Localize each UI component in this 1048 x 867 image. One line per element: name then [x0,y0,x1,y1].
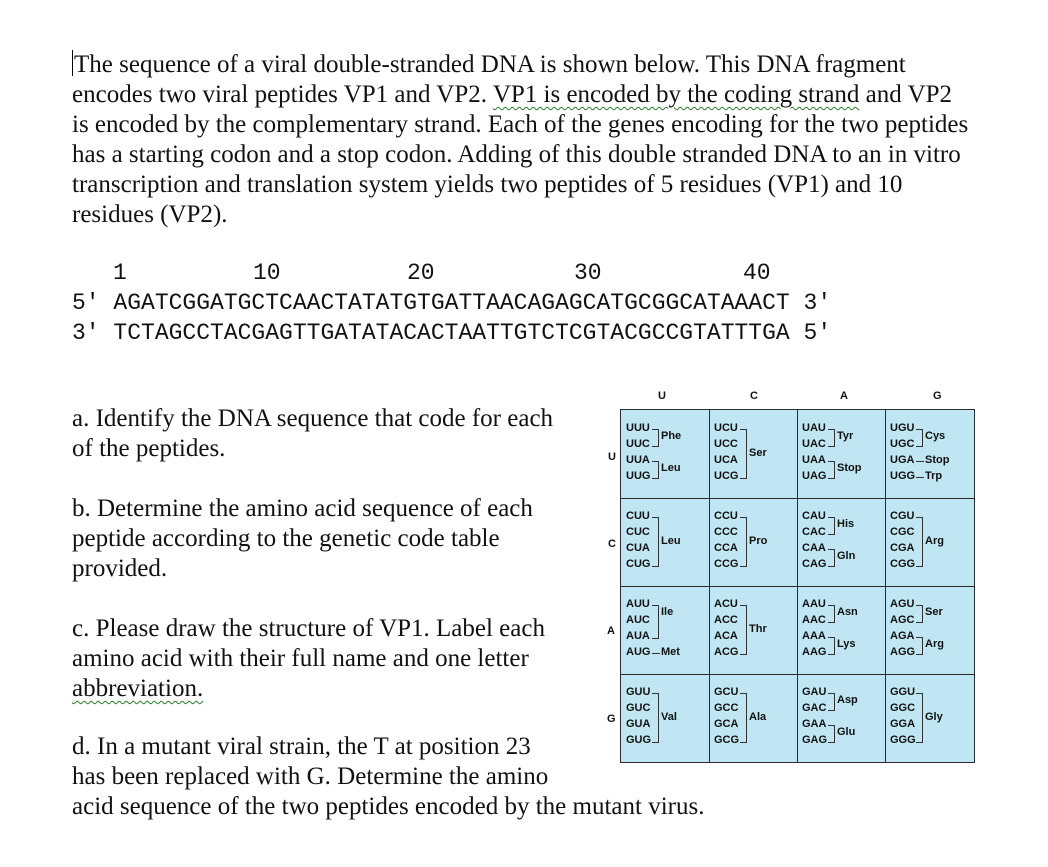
amino-acid-glu: Glu [837,726,856,738]
codon-bracket [828,429,835,447]
codon-acc: ACC [714,614,738,626]
codon-ugg: UGG [890,470,916,482]
amino-acid-tyr: Tyr [837,430,854,442]
codon-bracket [740,693,747,743]
question-c-line-2: amino acid with their full name and one letter [72,645,529,672]
intro-line-2: encodes two viral peptides VP1 and VP2. VP1 is encoded by the coding strand and VP2 [72,81,953,108]
codon-acu: ACU [714,598,738,610]
codon-gag: GAG [802,734,828,746]
position-20: 20 [407,260,435,286]
question-b-line-3: provided. [72,555,168,582]
codon-aau: AAU [802,598,826,610]
codon-ugu: UGU [890,422,915,434]
codon-dash [652,653,660,654]
amino-acid-stop-uga: Stop [925,454,950,466]
amino-acid-asp: Asp [837,694,858,706]
codon-bracket [828,693,835,711]
codon-cug: CUG [626,558,651,570]
amino-acid-ser: Ser [749,447,767,459]
codon-ggg: GGG [890,734,916,746]
intro-line-1: The sequence of a viral double-stranded DNA is shown below. This DNA fragment [74,51,906,78]
amino-acid-ile: Ile [661,606,674,618]
codon-ucu: UCU [714,422,738,434]
amino-acid-asn: Asn [837,606,858,618]
codon-cgg: CGG [890,558,916,570]
amino-acid-gln: Gln [837,550,856,562]
codon-caa: CAA [802,542,826,554]
position-40: 40 [743,260,771,286]
question-c-line-3: abbreviation. [72,675,204,702]
complementary-strand: 3' TCTAGCCTACGAGTTGATATACACTAATTGTCTCGTACGCCGTATTTGA 5' [72,320,832,346]
codon-uca: UCA [714,454,738,466]
intro-line-6: residues (VP2). [72,201,228,228]
codon-auu: AUU [626,598,650,610]
codon-bracket [828,637,835,655]
codon-gcg: GCG [714,734,740,746]
codon-gac: GAC [802,702,827,714]
codon-bracket [916,693,923,743]
codon-ccc: CCC [714,526,738,538]
codon-aag: AAG [802,646,827,658]
codon-ggc: GGC [890,702,916,714]
codon-ggu: GGU [890,686,916,698]
codon-gcc: GCC [714,702,739,714]
question-d-line-3: acid sequence of the two peptides encoded by the mutant virus. [72,793,705,820]
codon-agc: AGC [890,614,915,626]
amino-acid-stop: Stop [837,462,862,474]
problem-intro [72,50,1022,230]
codon-bracket [828,549,835,567]
codon-grid [620,409,975,763]
text-cursor [72,50,73,76]
codon-gaa: GAA [802,718,827,730]
codon-bracket [916,429,923,447]
codon-bracket [828,517,835,535]
intro-line-4: has a starting codon and a stop codon. Adding of this double stranded DNA to an in vitro [72,141,961,168]
codon-agg: AGG [890,646,916,658]
codon-aac: AAC [802,614,826,626]
question-b-line-2: peptide according to the genetic code table [72,525,500,552]
amino-acid-leu: Leu [661,535,681,547]
amino-acid-ala: Ala [749,711,767,723]
amino-acid-ser: Ser [925,606,943,618]
row-header-c: C [608,538,616,550]
codon-bracket [740,517,747,567]
question-c-line-1: c. Please draw the structure of VP1. Label each [72,615,545,642]
codon-bracket [828,605,835,623]
amino-acid-arg: Arg [925,535,944,547]
codon-uga: UGA [890,454,915,466]
amino-acid-phe: Phe [661,430,682,442]
amino-acid-thr: Thr [749,623,767,635]
codon-uuc: UUC [626,438,650,450]
codon-uau: UAU [802,422,826,434]
amino-acid-met: Met [661,646,680,658]
codon-bracket [652,693,659,743]
codon-dash [916,461,924,462]
codon-cgc: CGC [890,526,915,538]
codon-uuu: UUU [626,422,650,434]
codon-cau: CAU [802,510,826,522]
codon-bracket [740,429,747,479]
codon-gga: GGA [890,718,916,730]
codon-ugc: UGC [890,438,915,450]
codon-gau: GAU [802,686,827,698]
amino-acid-his: His [837,518,855,530]
column-header-u: U [658,390,666,402]
codon-aug: AUG [626,646,651,658]
codon-bracket [828,461,835,479]
question-a-line-2: of the peptides. [72,435,226,462]
codon-bracket [916,637,923,655]
codon-uug: UUG [626,470,651,482]
codon-cac: CAC [802,526,826,538]
codon-uag: UAG [802,470,827,482]
codon-bracket [652,429,659,447]
amino-acid-val: Val [661,711,677,723]
row-header-g: G [607,713,616,725]
genetic-code-table [593,385,988,775]
codon-bracket [652,517,659,567]
question-b-line-1: b. Determine the amino acid sequence of each [72,495,533,522]
codon-bracket [652,461,659,479]
codon-cga: CGA [890,542,915,554]
codon-gca: GCA [714,718,739,730]
codon-aaa: AAA [802,630,826,642]
codon-cuu: CUU [626,510,650,522]
codon-guu: GUU [626,686,651,698]
position-1: 1 [113,260,127,286]
codon-uac: UAC [802,438,826,450]
codon-gua: GUA [626,718,651,730]
codon-bracket [828,725,835,743]
position-ruler [72,258,831,288]
codon-ccu: CCU [714,510,738,522]
codon-aua: AUA [626,630,650,642]
column-header-g: G [933,390,942,402]
codon-uua: UUA [626,454,650,466]
codon-bracket [740,605,747,655]
codon-ucc: UCC [714,438,738,450]
amino-acid-gly: Gly [925,711,943,723]
codon-bracket [916,517,923,567]
dna-sequence [72,258,831,348]
codon-aca: ACA [714,630,738,642]
codon-ccg: CCG [714,558,739,570]
codon-agu: AGU [890,598,915,610]
codon-acg: ACG [714,646,739,658]
intro-line-3: is encoded by the complementary strand. Each of the genes encoding for the two peptides [72,111,969,138]
codon-auc: AUC [626,614,650,626]
position-10: 10 [253,260,281,286]
amino-acid-lys: Lys [837,638,856,650]
amino-acid-arg: Arg [925,638,944,650]
codon-cuc: CUC [626,526,650,538]
intro-line-5: transcription and translation system yields two peptides of 5 residues (VP1) and 10 [72,171,903,198]
codon-cua: CUA [626,542,650,554]
codon-guc: GUC [626,702,651,714]
codon-gcu: GCU [714,686,739,698]
amino-acid-cys: Cys [925,430,946,442]
codon-cgu: CGU [890,510,915,522]
codon-aga: AGA [890,630,915,642]
question-d-line-1: d. In a mutant viral strain, the T at position 23 [72,733,531,760]
codon-gug: GUG [626,734,652,746]
question-d-line-2: has been replaced with G. Determine the amino [72,763,549,790]
spellcheck-underlined-phrase: VP1 is encoded by the coding strand [492,81,860,108]
question-a-line-1: a. Identify the DNA sequence that code for each [72,405,554,432]
amino-acid-leu: Leu [661,462,681,474]
codon-ucg: UCG [714,470,739,482]
column-header-c: C [750,390,758,402]
coding-strand: 5' AGATCGGATGCTCAACTATATGTGATTAACAGAGCATGCGGCATAAACT 3' [72,290,832,316]
codon-cca: CCA [714,542,738,554]
codon-cag: CAG [802,558,827,570]
amino-acid-pro: Pro [749,535,768,547]
column-header-a: A [840,390,848,402]
codon-dash [916,477,924,478]
codon-bracket [916,605,923,623]
codon-uaa: UAA [802,454,826,466]
row-header-u: U [608,451,616,463]
codon-bracket [652,605,659,639]
position-30: 30 [574,260,602,286]
row-header-a: A [607,625,615,637]
amino-acid-trp: Trp [925,470,943,482]
